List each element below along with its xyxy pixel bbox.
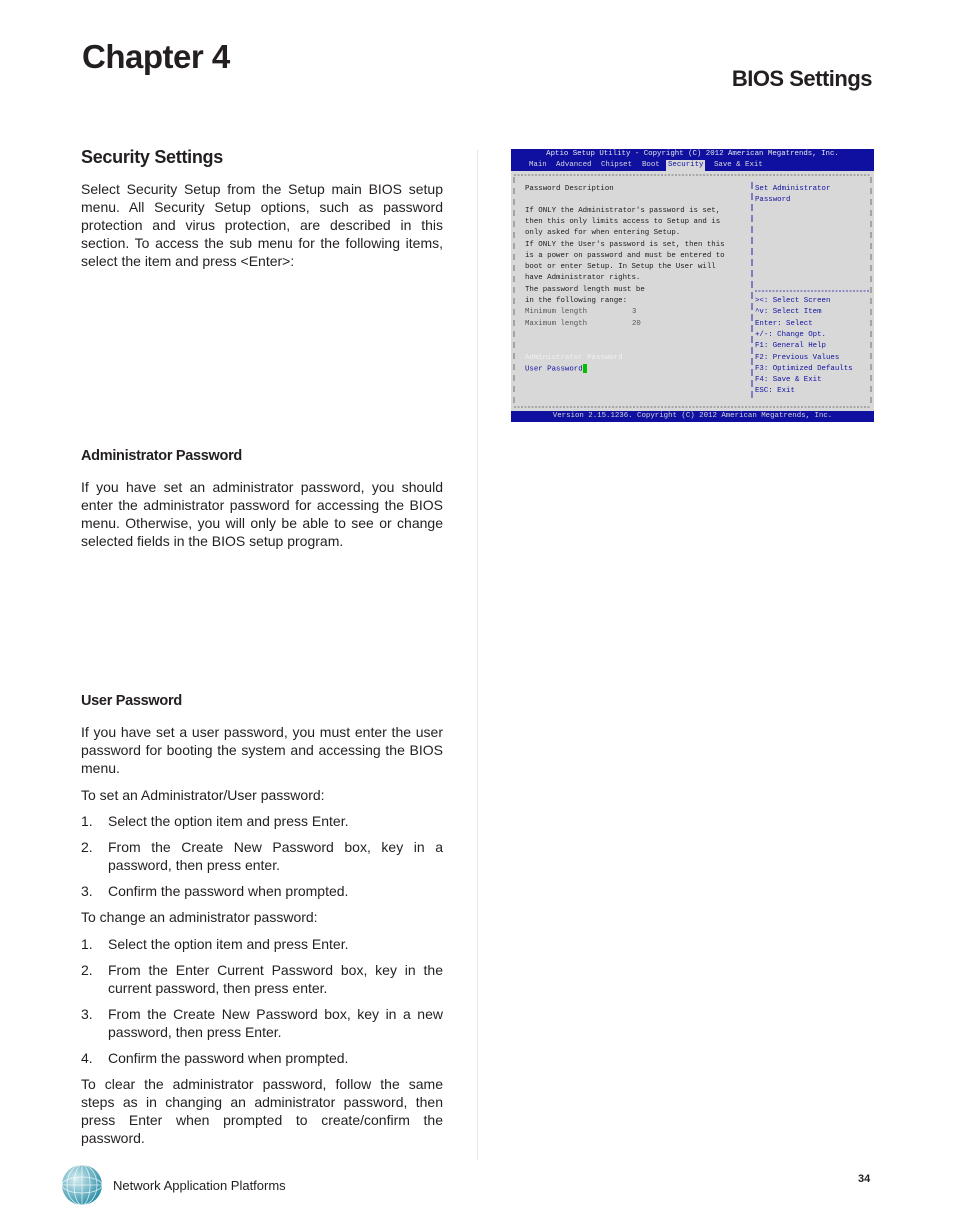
bios-help-0: Set Administrator <box>755 185 831 193</box>
list-item: 2. From the Enter Current Password box, key in the current password, then press enter. <box>81 962 443 996</box>
bios-key-7: F4: Save & Exit <box>755 376 822 384</box>
bios-desc-5: If ONLY the User's password is set, then this <box>525 241 725 249</box>
list-item: 3. From the Create New Password box, key in a new password, then press Enter. <box>81 1006 443 1040</box>
bios-item-user-password[interactable]: User Password <box>525 364 587 376</box>
bios-desc-9: The password length must be <box>525 286 645 294</box>
bios-desc-8: have Administrator rights. <box>525 274 641 282</box>
admin-title: Administrator Password <box>81 448 242 464</box>
list-item: 4. Confirm the password when prompted. <box>81 1050 349 1066</box>
list-item: 3. Confirm the password when prompted. <box>81 883 349 899</box>
bios-tab-security[interactable]: Security <box>668 161 704 169</box>
bios-desc-0: Password Description <box>525 185 614 193</box>
bios-key-8: ESC: Exit <box>755 387 795 395</box>
bios-title: Aptio Setup Utility - Copyright (C) 2012 American Megatrends, Inc. <box>511 149 874 160</box>
bios-help-1: Password <box>755 196 791 204</box>
bios-tab-main[interactable]: Main <box>529 161 547 169</box>
bios-desc-10: in the following range: <box>525 297 628 305</box>
page-number: 34 <box>858 1173 871 1185</box>
set-steps <box>81 812 443 900</box>
admin-section <box>81 447 443 550</box>
bios-tab-advanced[interactable]: Advanced <box>556 161 592 169</box>
bios-key-0: ><: Select Screen <box>755 297 831 305</box>
bios-key-1: ^v: Select Item <box>755 308 822 316</box>
bios-key-3: +/-: Change Opt. <box>755 331 826 339</box>
list-item: 1. Select the option item and press Enter. <box>81 936 349 952</box>
list-item: 2. From the Create New Password box, key in a password, then press enter. <box>81 839 443 873</box>
change-intro: To change an administrator password: <box>81 909 318 925</box>
bios-desc-6: is a power on password and must be entered to <box>525 252 725 260</box>
bios-desc-7: boot or enter Setup. In Setup the User will <box>525 263 716 271</box>
globe-logo-icon <box>60 1163 104 1207</box>
bios-desc-2: If ONLY the Administrator's password is set, <box>525 207 721 215</box>
bios-tab-chipset[interactable]: Chipset <box>601 161 633 169</box>
bios-tab-save-exit[interactable]: Save & Exit <box>714 161 763 169</box>
list-item: 1. Select the option item and press Enter. <box>81 813 349 829</box>
bios-key-2: Enter: Select <box>755 320 813 328</box>
bios-version: Version 2.15.1236. Copyright (C) 2012 American Megatrends, Inc. <box>511 411 874 422</box>
footer-brand: Network Application Platforms <box>113 1178 286 1193</box>
bios-tab-boot[interactable]: Boot <box>642 161 660 169</box>
bios-key-5: F2: Previous Values <box>755 354 840 362</box>
security-intro: Select Security Setup from the Setup main BIOS setup menu. All Security Setup options, such as password protection and virus protection, are described in this section. To access the sub menu for the following items, select the item and press <Enter>: <box>81 181 443 269</box>
clear-text: To clear the administrator password, follow the same steps as in changing an administrator password, then press Enter when prompted to create/confirm the password. <box>81 1076 443 1146</box>
user-title: User Password <box>81 693 182 709</box>
bios-key-4: F1: General Help <box>755 342 826 350</box>
text-cursor <box>583 364 587 373</box>
security-title: Security Settings <box>81 147 223 167</box>
security-section <box>81 148 443 270</box>
bios-key-6: F3: Optimized Defaults <box>755 365 853 373</box>
admin-body: If you have set an administrator password, you should enter the administrator password for accessing the BIOS menu. Otherwise, you will only be able to see or change selected fields in the BIOS setup program. <box>81 479 443 549</box>
user-section <box>81 692 443 1147</box>
change-steps <box>81 935 443 1067</box>
bios-max-label: Maximum length <box>525 320 588 328</box>
bios-item-admin-password[interactable]: Administrator Password <box>525 354 623 362</box>
bios-desc-3: then this only limits access to Setup and is <box>525 218 721 226</box>
bios-screenshot <box>511 149 874 422</box>
bios-menubar <box>511 160 874 171</box>
column-divider <box>477 150 478 1160</box>
bios-min-value: 3 <box>632 308 637 316</box>
chapter-heading: Chapter 4 <box>82 38 230 75</box>
section-heading: BIOS Settings <box>731 66 872 91</box>
bios-desc-4: only asked for when entering Setup. <box>525 229 681 237</box>
set-intro: To set an Administrator/User password: <box>81 787 325 803</box>
bios-max-value: 20 <box>632 320 641 328</box>
bios-min-label: Minimum length <box>525 308 588 316</box>
user-body: If you have set a user password, you must enter the user password for booting the system and accessing the BIOS menu. <box>81 724 443 776</box>
